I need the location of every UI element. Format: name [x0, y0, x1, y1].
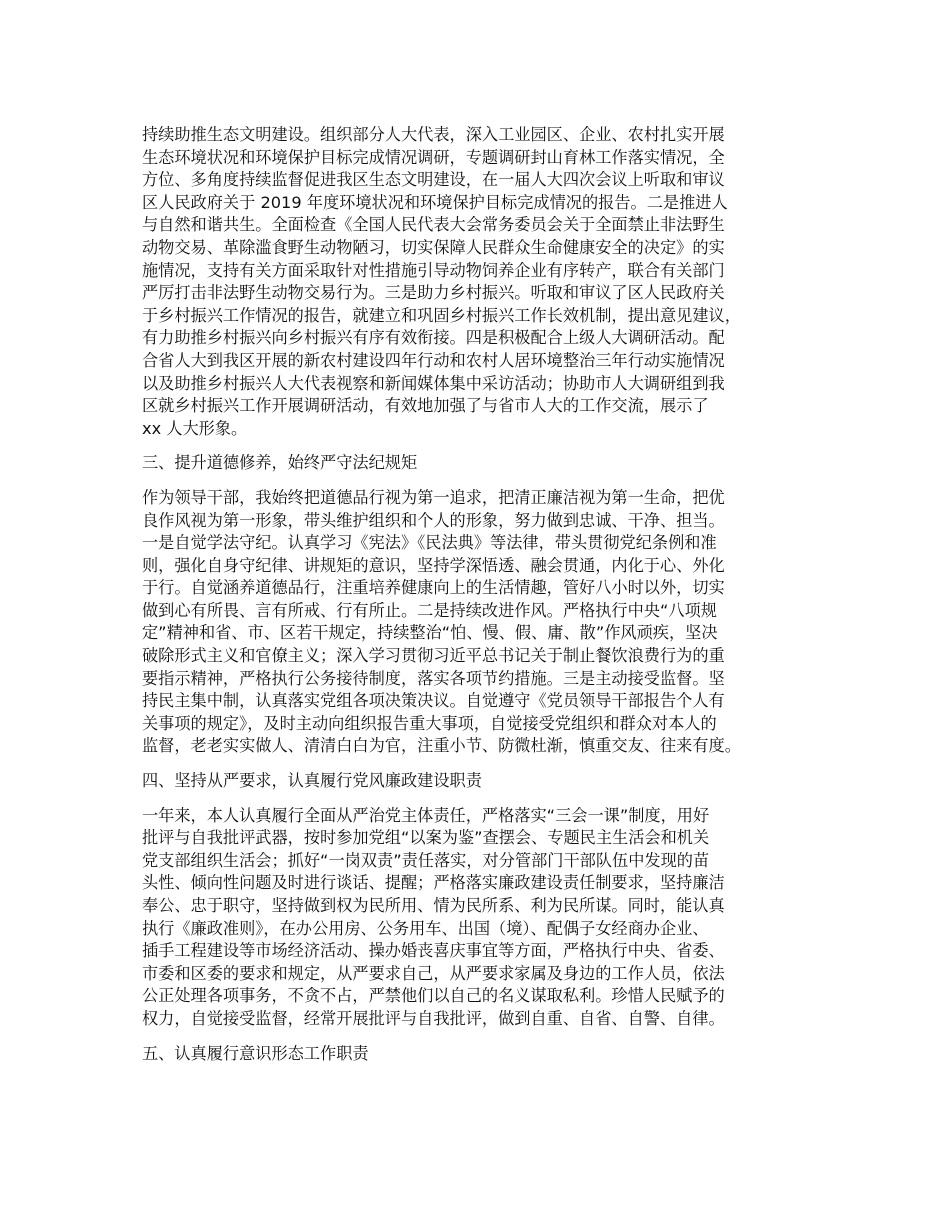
text-line: 动物交易、革除滥食野生动物陋习，切实保障人民群众生命健康安全的决定》的实 — [142, 237, 725, 257]
text-line: 做到心有所畏、言有所戒、行有所止。二是持续改进作风。严格执行中央“八项规 — [142, 600, 717, 620]
text-line: 区人民政府关于 2019 年度环境状况和环境保护目标完成情况的报告。二是推进人 — [142, 192, 728, 212]
text-line: 良作风视为第一形象，带头维护组织和个人的形象，努力做到忠诚、干净、担当。 — [142, 510, 725, 530]
text-line: 四、坚持从严要求，认真履行党风廉政建设职责 — [142, 771, 482, 791]
text-line: 批评与自我批评武器，按时参加党组“以案为鉴”查摆会、专题民主生活会和机关 — [142, 828, 710, 848]
text-line: 一年来，本人认真履行全面从严治党主体责任，严格落实“三会一课”制度，用好 — [142, 805, 710, 825]
text-line: 严厉打击非法野生动物交易行为。三是助力乡村振兴。听取和审议了区人民政府关 — [142, 283, 725, 303]
text-line: 于行。自觉涵养道德品行，注重培养健康向上的生活情趣，管好八小时以外，切实 — [142, 578, 725, 598]
text-line: 以及助推乡村振兴人大代表视察和新闻媒体集中采访活动；协助市人大调研组到我 — [142, 373, 725, 393]
text-line: 要指示精神，严格执行公务接待制度，落实各项节约措施。三是主动接受监督。坚 — [142, 668, 725, 688]
text-line: 公正处理各项事务，不贪不占，严禁他们以自己的名义谋取私利。珍惜人民赋予的 — [142, 986, 725, 1006]
section-heading-3 — [142, 1043, 832, 1066]
text-line: 五、认真履行意识形态工作职责 — [142, 1043, 369, 1063]
text-line: 生态环境状况和环境保护目标完成情况调研，专题调研封山育林工作落实情况，全 — [142, 147, 725, 167]
text-line: 市委和区委的要求和规定，从严要求自己，从严要求家属及身边的工作人员，依法 — [142, 963, 725, 983]
text-line: 关事项的规定》，及时主动向组织报告重大事项，自觉接受党组织和群众对本人的 — [142, 713, 717, 733]
text-line: 有力助推乡村振兴向乡村振兴有序有效衔接。四是积极配合上级人大调研活动。配 — [142, 328, 725, 348]
text-line: 区就乡村振兴工作开展调研活动，有效地加强了与省市人大的工作交流，展示了 — [142, 396, 709, 416]
text-line: 则，强化自身守纪律、讲规矩的意识，坚持学深悟透、融会贯通，内化于心、外化 — [142, 555, 725, 575]
text-line: 作为领导干部，我始终把道德品行视为第一追求，把清正廉洁视为第一生命，把优 — [142, 487, 725, 507]
paragraph-3 — [142, 805, 832, 1031]
text-line: 于乡村振兴工作情况的报告，就建立和巩固乡村振兴工作长效机制，提出意见建议， — [142, 305, 741, 325]
text-line: 党支部组织生活会；抓好“一岗双责”责任落实，对分管部门干部队伍中发现的苗 — [142, 850, 710, 870]
text-line: 执行《廉政准则》，在办公用房、公务用车、出国（境）、配偶子女经商办企业、 — [142, 918, 709, 938]
text-line: 一是自觉学法守纪。认真学习《宪法》《民法典》等法律，带头贯彻党纪条例和准 — [142, 533, 717, 553]
text-line: 三、提升道德修养，始终严守法纪规矩 — [142, 453, 418, 473]
text-line: 头性、倾向性问题及时进行谈话、提醒；严格落实廉政建设责任制要求，坚持廉洁 — [142, 873, 725, 893]
text-line: 插手工程建设等市场经济活动、操办婚丧喜庆事宜等方面，严格执行中央、省委、 — [142, 941, 725, 961]
document-body — [142, 124, 832, 1077]
text-line: 与自然和谐共生。全面检查《全国人民代表大会常务委员会关于全面禁止非法野生 — [142, 215, 725, 235]
section-heading-1 — [142, 452, 832, 475]
text-line: 监督，老老实实做人、清清白白为官，注重小节、防微杜渐，慎重交友、往来有度。 — [142, 736, 741, 756]
paragraph-2 — [142, 487, 832, 758]
text-line: 合省人大到我区开展的新农村建设四年行动和农村人居环境整治三年行动实施情况 — [142, 350, 725, 370]
text-line: 奉公、忠于职守，坚持做到权为民所用、情为民所系、利为民所谋。同时，能认真 — [142, 896, 725, 915]
text-line: 施情况，支持有关方面采取针对性措施引导动物饲养企业有序转产，联合有关部门 — [142, 260, 725, 280]
text-line: 定”精神和省、市、区若干规定，持续整治“怕、慢、假、庸、散”作风顽疾，坚决 — [142, 623, 718, 643]
text-line: 权力，自觉接受监督，经常开展批评与自我批评，做到自重、自省、自警、自律。 — [142, 1008, 725, 1028]
text-line: 破除形式主义和官僚主义；深入学习贯彻习近平总书记关于制止餐饮浪费行为的重 — [142, 646, 725, 666]
text-line: 方位、多角度持续监督促进我区生态文明建设，在一届人大四次会议上听取和审议 — [142, 170, 725, 190]
text-line: xx 人大形象。 — [142, 418, 248, 438]
section-heading-2 — [142, 770, 832, 793]
text-line: 持民主集中制，认真落实党组各项决策决议。自觉遵守《党员领导干部报告个人有 — [142, 691, 725, 711]
paragraph-1 — [142, 124, 832, 440]
text-line: 持续助推生态文明建设。组织部分人大代表，深入工业园区、企业、农村扎实开展 — [142, 125, 725, 144]
